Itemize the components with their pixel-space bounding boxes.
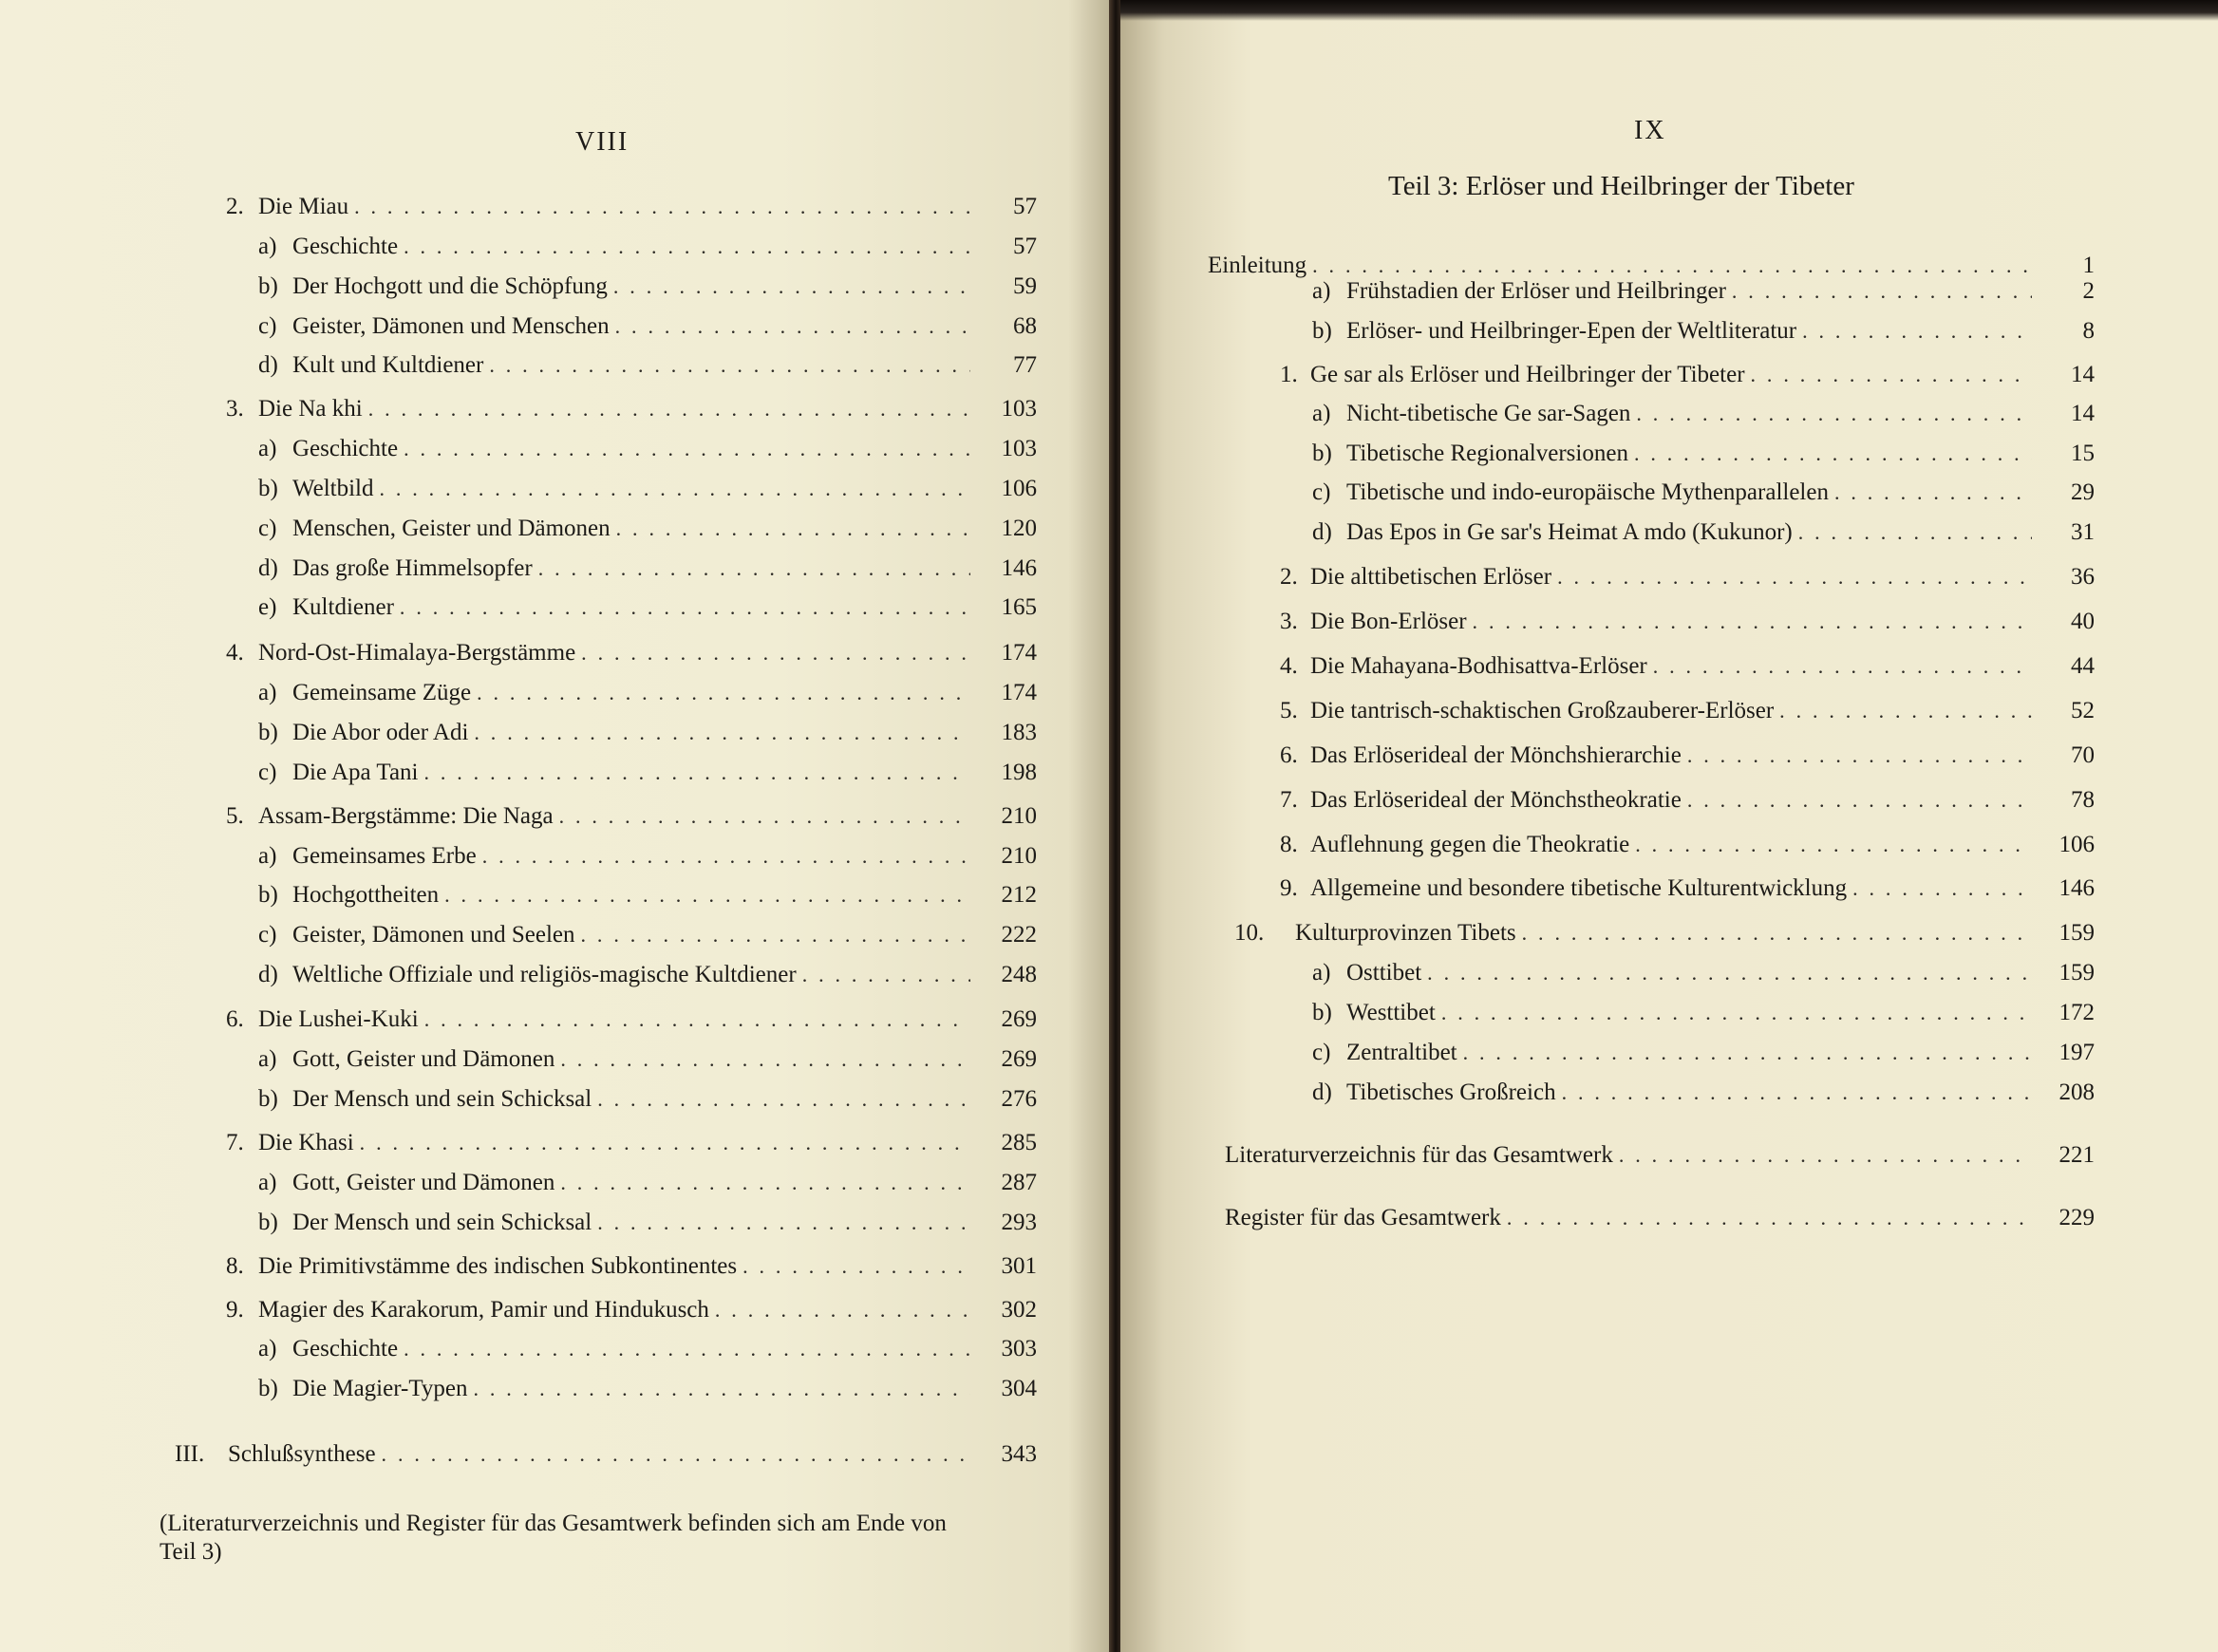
leader-dots (1427, 959, 2032, 987)
toc-entry (1280, 652, 2095, 681)
toc-entry (1280, 786, 2095, 815)
footnote-line: (Literaturverzeichnis und Register für das Gesamtwerk befinden sich am Ende von (160, 1511, 947, 1536)
entry-title: Hochgottheiten (292, 882, 440, 908)
leader-dots (354, 193, 970, 221)
leader-dots (715, 1296, 970, 1324)
entry-title: Die Khasi (258, 1130, 354, 1155)
entry-title: Die tantrisch-schaktischen Großzauberer-Erlöser (1310, 698, 1775, 723)
entry-page-number: 106 (1001, 476, 1037, 501)
toc-entry (1312, 317, 2095, 346)
entry-number: a) (1312, 401, 1331, 426)
entry-title: Die Primitivstämme des indischen Subkontinentes (258, 1253, 738, 1279)
leader-dots (1635, 831, 2032, 859)
entry-title: Kult und Kultdiener (292, 352, 484, 378)
toc-entry (1280, 608, 2095, 636)
entry-page-number: 248 (1001, 962, 1037, 987)
toc-entry (1280, 563, 2095, 591)
leader-dots (1834, 479, 2032, 507)
right-page (1120, 0, 2218, 1652)
entry-number: c) (258, 313, 277, 339)
toc-entry (175, 1440, 1037, 1469)
entry-page-number: 29 (2071, 479, 2095, 505)
leader-dots (1557, 563, 2032, 591)
entry-number: 4. (226, 640, 244, 666)
entry-title: Einleitung (1208, 253, 1307, 278)
entry-title: Der Mensch und sein Schicksal (292, 1210, 592, 1235)
entry-number: a) (258, 843, 277, 869)
entry-page-number: 212 (1001, 882, 1037, 908)
toc-entry (226, 1129, 1037, 1157)
toc-entry (226, 395, 1037, 423)
entry-number: b) (1312, 441, 1332, 466)
leader-dots (1852, 874, 2032, 903)
entry-number: 5. (226, 803, 244, 829)
entry-number: b) (258, 1086, 278, 1112)
leader-dots (424, 1005, 970, 1034)
entry-number: a) (258, 1046, 277, 1072)
entry-number: 3. (226, 396, 244, 422)
entry-number: b) (1312, 1000, 1332, 1025)
entry-page-number: 40 (2071, 609, 2095, 634)
leader-dots (1732, 277, 2032, 306)
entry-number: b) (258, 476, 278, 501)
leader-dots (360, 1129, 970, 1157)
leader-dots (597, 1085, 970, 1114)
entry-number: a) (1312, 960, 1331, 986)
entry-title: Geister, Dämonen und Seelen (292, 922, 575, 948)
entry-number: a) (258, 436, 277, 461)
entry-page-number: 146 (1001, 555, 1037, 581)
leader-dots (474, 1375, 971, 1403)
toc-entry (258, 1085, 1037, 1114)
entry-title: Die alttibetischen Erlöser (1310, 564, 1552, 590)
leader-dots (613, 272, 970, 301)
leader-dots (616, 515, 970, 543)
leader-dots (1312, 252, 2032, 280)
toc-entry (258, 719, 1037, 747)
entry-number: b) (1312, 318, 1332, 344)
entry-page-number: 59 (1013, 273, 1037, 299)
entry-title: Die Bon-Erlöser (1310, 609, 1467, 634)
toc-entry (226, 1252, 1037, 1281)
entry-page-number: 287 (1001, 1170, 1037, 1195)
leader-dots (1802, 317, 2032, 346)
leader-dots (1562, 1079, 2032, 1107)
leader-dots (368, 395, 970, 423)
entry-number: 9. (226, 1297, 244, 1323)
entry-title: Kultdiener (292, 594, 394, 620)
toc-entry (258, 475, 1037, 503)
entry-page-number: 159 (2058, 920, 2095, 946)
entry-number: a) (258, 234, 277, 259)
toc-entry (258, 961, 1037, 989)
toc-entry (258, 1169, 1037, 1197)
page-number: IX (1634, 116, 1666, 145)
entry-page-number: 15 (2071, 441, 2095, 466)
entry-number: e) (258, 594, 277, 620)
toc-entry (1280, 742, 2095, 770)
toc-entry (258, 351, 1037, 380)
entry-page-number: 183 (1001, 720, 1037, 745)
toc-entry (258, 1209, 1037, 1237)
toc-entry (258, 233, 1037, 261)
entry-title: Weltbild (292, 476, 374, 501)
toc-entry (258, 515, 1037, 543)
entry-title: Die Lushei-Kuki (258, 1006, 419, 1032)
entry-title: Erlöser- und Heilbringer-Epen der Weltliteratur (1346, 318, 1797, 344)
entry-number: d) (258, 555, 278, 581)
entry-number: d) (258, 352, 278, 378)
leader-dots (444, 881, 970, 910)
entry-page-number: 221 (2058, 1142, 2095, 1168)
entry-title: Das große Himmelsopfer (292, 555, 533, 581)
entry-number: d) (1312, 519, 1332, 545)
entry-number: b) (258, 273, 278, 299)
footnote (160, 1510, 1052, 1567)
entry-title: Magier des Karakorum, Pamir und Hindukusch (258, 1297, 709, 1323)
entry-title: Menschen, Geister und Dämonen (292, 516, 611, 541)
leader-dots (538, 554, 970, 583)
entry-page-number: 198 (1001, 760, 1037, 785)
leader-dots (1798, 518, 2032, 547)
leader-dots (597, 1209, 970, 1237)
toc-entry (258, 435, 1037, 463)
entry-number: c) (1312, 479, 1331, 505)
toc-entry (1312, 277, 2095, 306)
entry-title: Geschichte (292, 436, 399, 461)
toc-entry (226, 1005, 1037, 1034)
leader-dots (1473, 608, 2032, 636)
entry-page-number: 70 (2071, 742, 2095, 768)
leader-dots (400, 593, 970, 622)
leader-dots (404, 435, 970, 463)
toc-entry (226, 1296, 1037, 1324)
toc-entry (258, 272, 1037, 301)
leader-dots (423, 759, 970, 787)
leader-dots (1441, 999, 2032, 1027)
leader-dots (404, 233, 970, 261)
entry-number: 2. (1280, 564, 1298, 590)
leader-dots (560, 1045, 970, 1074)
entry-page-number: 68 (1013, 313, 1037, 339)
leader-dots (560, 1169, 970, 1197)
entry-page-number: 302 (1001, 1297, 1037, 1323)
entry-page-number: 78 (2071, 787, 2095, 813)
entry-title: Die Magier-Typen (292, 1376, 468, 1401)
entry-page-number: 52 (2071, 698, 2095, 723)
entry-page-number: 343 (1001, 1441, 1037, 1467)
entry-page-number: 36 (2071, 564, 2095, 590)
entry-number: 5. (1280, 698, 1298, 723)
entry-page-number: 210 (1001, 803, 1037, 829)
entry-number: c) (258, 922, 277, 948)
entry-page-number: 31 (2071, 519, 2095, 545)
entry-page-number: 146 (2058, 875, 2095, 901)
entry-title: Das Erlöserideal der Mönchshierarchie (1310, 742, 1682, 768)
toc-entry (1280, 361, 2095, 389)
entry-page-number: 57 (1013, 194, 1037, 219)
entry-title: Das Epos in Ge sar's Heimat A mdo (Kukunor) (1346, 519, 1793, 545)
toc-entry (1312, 479, 2095, 507)
entry-title: Gott, Geister und Dämonen (292, 1046, 555, 1072)
entry-title: Osttibet (1346, 960, 1422, 986)
page-number: VIII (575, 127, 630, 157)
leader-dots (559, 802, 970, 831)
entry-title: Kulturprovinzen Tibets (1295, 920, 1516, 946)
entry-number: c) (258, 516, 277, 541)
toc-entry (226, 639, 1037, 667)
toc-entry (1312, 440, 2095, 468)
entry-number: 6. (1280, 742, 1298, 768)
leader-dots (1687, 742, 2032, 770)
leader-dots (482, 842, 970, 871)
entry-number: 1. (1280, 362, 1298, 387)
entry-title: Westtibet (1346, 1000, 1436, 1025)
toc-entry (226, 193, 1037, 221)
entry-number: d) (1312, 1079, 1332, 1105)
entry-title: Weltliche Offiziale und religiös-magische Kultdiener (292, 962, 797, 987)
entry-number: b) (258, 720, 278, 745)
toc-entry (1280, 874, 2095, 903)
entry-page-number: 304 (1001, 1376, 1037, 1401)
toc-entry (1312, 518, 2095, 547)
entry-title: Auflehnung gegen die Theokratie (1310, 832, 1630, 857)
entry-page-number: 208 (2058, 1079, 2095, 1105)
entry-page-number: 222 (1001, 922, 1037, 948)
toc-entry (258, 679, 1037, 707)
toc-entry (1312, 959, 2095, 987)
toc-entry (258, 312, 1037, 341)
entry-page-number: 293 (1001, 1210, 1037, 1235)
leader-dots (1522, 919, 2032, 948)
toc-entry (258, 881, 1037, 910)
entry-number: a) (258, 1336, 277, 1361)
toc-entry (258, 1045, 1037, 1074)
entry-page-number: 103 (1001, 396, 1037, 422)
entry-number: 10. (1234, 920, 1265, 946)
entry-title: Die Na khi (258, 396, 363, 422)
entry-title: Ge sar als Erlöser und Heilbringer der Tibeter (1310, 362, 1745, 387)
leader-dots (489, 351, 970, 380)
entry-number: 7. (226, 1130, 244, 1155)
toc-entry (258, 759, 1037, 787)
entry-page-number: 210 (1001, 843, 1037, 869)
entry-page-number: 14 (2071, 401, 2095, 426)
entry-page-number: 301 (1001, 1253, 1037, 1279)
entry-page-number: 285 (1001, 1130, 1037, 1155)
entry-title: Die Abor oder Adi (292, 720, 469, 745)
entry-number: 2. (226, 194, 244, 219)
entry-title: Geschichte (292, 1336, 399, 1361)
leader-dots (1779, 697, 2032, 725)
entry-title: Die Apa Tani (292, 760, 419, 785)
entry-number: 8. (226, 1253, 244, 1279)
entry-title: Das Erlöserideal der Mönchstheokratie (1310, 787, 1682, 813)
entry-title: Assam-Bergstämme: Die Naga (258, 803, 554, 829)
toc-entry (258, 593, 1037, 622)
entry-title: Tibetisches Großreich (1346, 1079, 1556, 1105)
toc-entry (258, 921, 1037, 949)
leader-dots (742, 1252, 970, 1281)
entry-number: c) (258, 760, 277, 785)
leader-dots (581, 639, 970, 667)
entry-title: Tibetische und indo-europäische Mythenparallelen (1346, 479, 1829, 505)
entry-page-number: 2 (2082, 278, 2095, 304)
leader-dots (615, 312, 970, 341)
toc-entry (1312, 1039, 2095, 1067)
toc-entry (258, 554, 1037, 583)
entry-title: Der Mensch und sein Schicksal (292, 1086, 592, 1112)
toc-entry (1208, 252, 2095, 280)
entry-title: Der Hochgott und die Schöpfung (292, 273, 608, 299)
entry-page-number: 159 (2058, 960, 2095, 986)
entry-page-number: 303 (1001, 1336, 1037, 1361)
entry-title: Register für das Gesamtwerk (1225, 1205, 1501, 1230)
entry-page-number: 165 (1001, 594, 1037, 620)
entry-page-number: 120 (1001, 516, 1037, 541)
entry-page-number: 57 (1013, 234, 1037, 259)
entry-page-number: 77 (1013, 352, 1037, 378)
footnote-line: Teil 3) (160, 1539, 222, 1565)
entry-number: b) (258, 1376, 278, 1401)
leader-dots (404, 1335, 970, 1363)
entry-page-number: 269 (1001, 1046, 1037, 1072)
toc-entry (1280, 831, 2095, 859)
entry-page-number: 172 (2058, 1000, 2095, 1025)
leader-dots (1634, 440, 2032, 468)
entry-title: Geister, Dämonen und Menschen (292, 313, 610, 339)
leader-dots (1463, 1039, 2032, 1067)
entry-title: Tibetische Regionalversionen (1346, 441, 1628, 466)
leader-dots (379, 475, 970, 503)
entry-number: 7. (1280, 787, 1298, 813)
entry-title: Frühstadien der Erlöser und Heilbringer (1346, 278, 1726, 304)
entry-title: Gemeinsames Erbe (292, 843, 477, 869)
entry-number: b) (258, 1210, 278, 1235)
entry-number: b) (258, 882, 278, 908)
page-edge (1120, 0, 2218, 21)
entry-title: Gemeinsame Züge (292, 680, 472, 705)
toc-entry (258, 1375, 1037, 1403)
toc-entry (1312, 999, 2095, 1027)
entry-number: 3. (1280, 609, 1298, 634)
toc-entry (226, 802, 1037, 831)
entry-title: Allgemeine und besondere tibetische Kulturentwicklung (1310, 875, 1848, 901)
entry-title: Gott, Geister und Dämonen (292, 1170, 555, 1195)
leader-dots (1687, 786, 2032, 815)
entry-page-number: 229 (2058, 1205, 2095, 1230)
entry-title: Zentraltibet (1346, 1040, 1457, 1065)
entry-page-number: 14 (2071, 362, 2095, 387)
entry-number: a) (1312, 278, 1331, 304)
entry-title: Die Miau (258, 194, 349, 219)
leader-dots (1751, 361, 2032, 389)
part-heading: Teil 3: Erlöser und Heilbringer der Tibeter (1388, 171, 1854, 201)
entry-page-number: 106 (2058, 832, 2095, 857)
toc-entry (258, 842, 1037, 871)
entry-number: 8. (1280, 832, 1298, 857)
entry-title: Nord-Ost-Himalaya-Bergstämme (258, 640, 576, 666)
entry-page-number: 269 (1001, 1006, 1037, 1032)
entry-number: 6. (226, 1006, 244, 1032)
toc-entry (1280, 697, 2095, 725)
toc-entry (1312, 400, 2095, 428)
entry-page-number: 174 (1001, 680, 1037, 705)
entry-page-number: 44 (2071, 653, 2095, 679)
entry-title: Schlußsynthese (228, 1441, 376, 1467)
toc-entry (1234, 919, 2095, 948)
entry-number: a) (258, 1170, 277, 1195)
entry-page-number: 276 (1001, 1086, 1037, 1112)
entry-number: III. (175, 1441, 205, 1467)
leader-dots (1619, 1141, 2032, 1170)
entry-title: Geschichte (292, 234, 399, 259)
leader-dots (1653, 652, 2032, 681)
leader-dots (382, 1440, 970, 1469)
leader-dots (802, 961, 970, 989)
entry-page-number: 1 (2082, 253, 2095, 278)
entry-number: d) (258, 962, 278, 987)
entry-number: c) (1312, 1040, 1331, 1065)
leader-dots (1507, 1204, 2032, 1232)
entry-title: Nicht-tibetische Ge sar-Sagen (1346, 401, 1631, 426)
entry-page-number: 174 (1001, 640, 1037, 666)
entry-number: 9. (1280, 875, 1298, 901)
entry-title: Literaturverzeichnis für das Gesamtwerk (1225, 1142, 1613, 1168)
leader-dots (581, 921, 970, 949)
entry-title: Die Mahayana-Bodhisattva-Erlöser (1310, 653, 1647, 679)
leader-dots (477, 679, 970, 707)
entry-number: 4. (1280, 653, 1298, 679)
toc-entry (1312, 1079, 2095, 1107)
entry-page-number: 103 (1001, 436, 1037, 461)
toc-entry (1225, 1204, 2095, 1232)
entry-page-number: 197 (2058, 1040, 2095, 1065)
toc-entry (1225, 1141, 2095, 1170)
leader-dots (474, 719, 970, 747)
toc-entry (258, 1335, 1037, 1363)
entry-number: a) (258, 680, 277, 705)
leader-dots (1636, 400, 2032, 428)
entry-page-number: 8 (2082, 318, 2095, 344)
